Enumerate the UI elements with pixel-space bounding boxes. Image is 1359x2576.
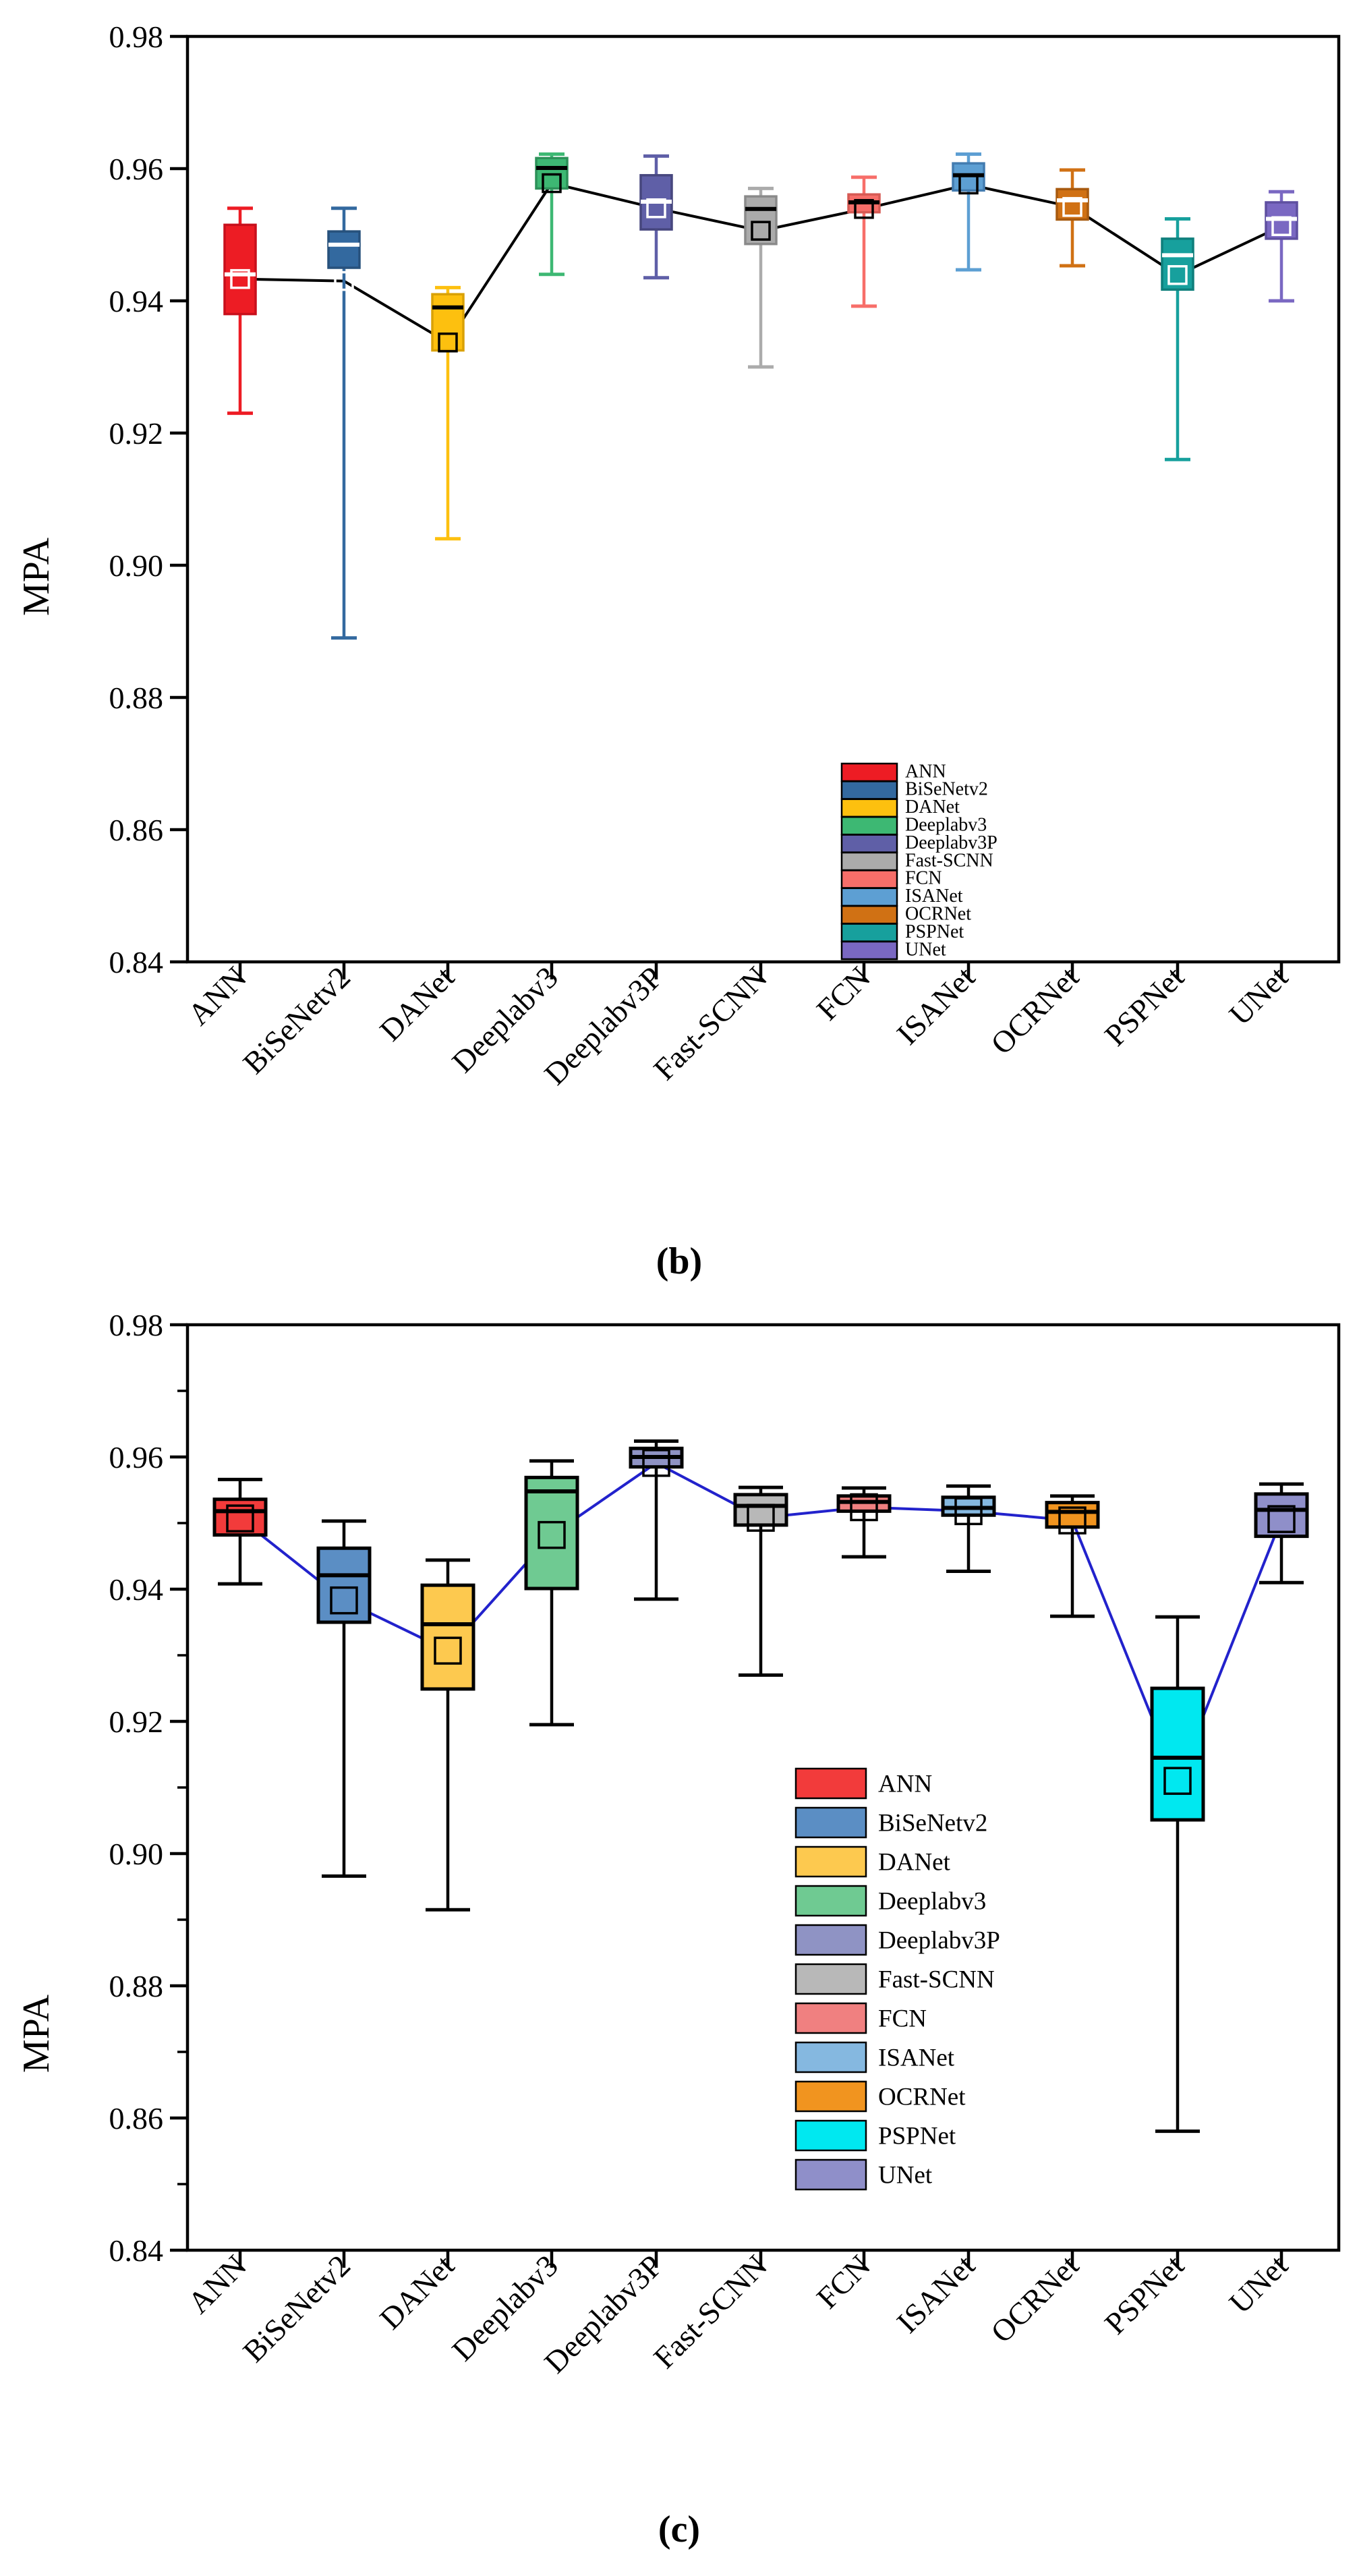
x-category-label: Fast-SCNN [647, 960, 774, 1087]
box-group-c-FCN [838, 1488, 890, 1557]
box-group-b-UNet [1266, 192, 1297, 301]
x-category-label: UNet [1222, 2248, 1295, 2320]
legend-swatch-Deeplabv3P [796, 1925, 866, 1955]
x-category-label: ISANet [890, 2248, 982, 2340]
y-tick-label: 0.90 [109, 1837, 163, 1871]
legend-swatch-ISANet [796, 2042, 866, 2072]
legend-swatch-Deeplabv3 [796, 1886, 866, 1916]
y-tick-label: 0.86 [109, 813, 163, 847]
iqr-box [735, 1495, 786, 1525]
y-tick-label: 0.98 [109, 1308, 163, 1342]
x-category-label: BiSeNetv2 [236, 960, 357, 1081]
box-group-c-BiSeNetv2 [318, 1521, 370, 1876]
boxplot-chart-c [0, 1288, 1359, 2576]
legend-swatch-BiSeNetv2 [796, 1808, 866, 1837]
legend-label-PSPNet: PSPNet [905, 921, 964, 942]
legend-label-UNet: UNet [905, 939, 946, 961]
legend-label-FCN: FCN [878, 2005, 927, 2033]
legend-label-UNet: UNet [878, 2161, 933, 2189]
legend-label-DANet: DANet [878, 1848, 950, 1877]
y-tick-label: 0.96 [109, 152, 163, 186]
iqr-box [745, 196, 776, 244]
legend-swatch-ANN [796, 1769, 866, 1798]
y-tick-label: 0.88 [109, 681, 163, 715]
y-tick-label: 0.92 [109, 1705, 163, 1739]
legend-swatch-OCRNet [796, 2082, 866, 2111]
x-category-label: Deeplabv3P [538, 2248, 670, 2380]
box-group-c-OCRNet [1047, 1496, 1098, 1616]
legend-swatch-DANet [842, 799, 897, 817]
legend-label-Deeplabv3P: Deeplabv3P [905, 832, 997, 853]
legend-label-FCN: FCN [905, 867, 942, 889]
box-group-b-ANN [225, 208, 256, 413]
legend-label-DANet: DANet [905, 797, 960, 818]
y-tick-label: 0.88 [109, 1969, 163, 2003]
iqr-box [1162, 239, 1193, 289]
box-group-c-Fast-SCNN [735, 1487, 786, 1675]
iqr-box [1047, 1503, 1098, 1527]
legend-swatch-DANet [796, 1847, 866, 1877]
box-group-b-DANet [432, 287, 463, 538]
y-axis-title: MPA [16, 1994, 57, 2073]
plot-frame-b [187, 36, 1339, 962]
legend-swatch-BiSeNetv2 [842, 781, 897, 799]
x-category-label: PSPNet [1097, 2248, 1191, 2341]
legend-label-ANN: ANN [878, 1770, 933, 1798]
legend-swatch-Deeplabv3 [842, 817, 897, 834]
y-tick-label: 0.84 [109, 945, 163, 979]
box-group-c-Deeplabv3 [526, 1461, 577, 1725]
iqr-box [1152, 1688, 1203, 1820]
legend-swatch-FCN [842, 870, 897, 888]
box-group-b-Fast-SCNN [745, 188, 776, 367]
x-category-label: Fast-SCNN [647, 2248, 774, 2375]
iqr-box [1256, 1494, 1307, 1537]
box-group-b-BiSeNetv2 [328, 208, 359, 638]
legend-label-BiSeNetv2: BiSeNetv2 [905, 778, 988, 800]
box-group-c-Deeplabv3P [631, 1441, 682, 1599]
y-tick-label: 0.84 [109, 2233, 163, 2268]
x-category-label: ANN [181, 960, 254, 1032]
x-category-label: FCN [809, 960, 877, 1027]
x-category-label: OCRNet [984, 2248, 1086, 2349]
legend-swatch-ANN [842, 764, 897, 781]
chart-caption-c: (c) [658, 2509, 701, 2550]
box-group-c-ISANet [943, 1486, 994, 1571]
x-category-label: Deeplabv3 [445, 2248, 565, 2368]
legend-label-Fast-SCNN: Fast-SCNN [878, 1966, 995, 1994]
legend-label-Fast-SCNN: Fast-SCNN [905, 850, 993, 871]
y-tick-label: 0.98 [109, 20, 163, 54]
legend-label-BiSeNetv2: BiSeNetv2 [878, 1809, 988, 1837]
y-tick-label: 0.96 [109, 1440, 163, 1475]
legend-swatch-FCN [796, 2003, 866, 2033]
x-category-label: ANN [181, 2248, 254, 2320]
legend-label-Deeplabv3: Deeplabv3 [878, 1887, 987, 1916]
x-category-label: Deeplabv3 [445, 960, 565, 1079]
legend-swatch-Deeplabv3P [842, 835, 897, 853]
iqr-box [432, 294, 463, 350]
legend-label-ISANet: ISANet [905, 886, 963, 907]
x-category-label: UNet [1222, 960, 1295, 1032]
box-group-c-ANN [214, 1479, 266, 1584]
legend-label-OCRNet: OCRNet [878, 2083, 966, 2111]
box-group-b-OCRNet [1057, 170, 1088, 266]
y-tick-label: 0.86 [109, 2101, 163, 2136]
box-group-b-Deeplabv3P [641, 156, 672, 277]
legend-swatch-PSPNet [796, 2121, 866, 2150]
iqr-box [526, 1477, 577, 1588]
box-group-b-Deeplabv3 [536, 154, 567, 274]
x-category-label: ISANet [890, 960, 982, 1052]
legend-swatch-UNet [796, 2160, 866, 2189]
y-tick-label: 0.94 [109, 1572, 163, 1607]
legend-label-Deeplabv3P: Deeplabv3P [878, 1926, 1000, 1955]
legend-swatch-OCRNet [842, 906, 897, 923]
box-group-c-PSPNet [1152, 1617, 1203, 2131]
y-axis-title: MPA [16, 537, 57, 617]
legend-label-PSPNet: PSPNet [878, 2122, 956, 2150]
legend-label-Deeplabv3: Deeplabv3 [905, 814, 987, 836]
y-tick-label: 0.94 [109, 284, 163, 318]
box-group-b-PSPNet [1162, 219, 1193, 459]
iqr-box [328, 231, 359, 268]
legend-label-ANN: ANN [905, 761, 946, 782]
box-group-c-DANet [422, 1560, 473, 1910]
chart-caption-b: (b) [656, 1240, 703, 1282]
box-group-b-FCN [848, 177, 879, 306]
y-tick-label: 0.90 [109, 548, 163, 583]
legend-swatch-PSPNet [842, 924, 897, 942]
x-category-label: DANet [373, 960, 461, 1048]
x-category-label: Deeplabv3P [538, 960, 670, 1092]
box-group-b-ISANet [953, 154, 984, 270]
legend-swatch-UNet [842, 942, 897, 959]
legend-label-ISANet: ISANet [878, 2044, 955, 2072]
x-category-label: BiSeNetv2 [236, 2248, 357, 2369]
legend-swatch-Fast-SCNN [796, 1964, 866, 1994]
legend-swatch-ISANet [842, 888, 897, 906]
x-category-label: PSPNet [1097, 960, 1191, 1053]
legend-label-OCRNet: OCRNet [905, 903, 971, 925]
x-category-label: FCN [809, 2248, 877, 2316]
x-category-label: DANet [373, 2248, 461, 2337]
legend-swatch-Fast-SCNN [842, 853, 897, 870]
x-category-label: OCRNet [984, 960, 1086, 1061]
y-tick-label: 0.92 [109, 416, 163, 451]
iqr-box [318, 1548, 370, 1622]
